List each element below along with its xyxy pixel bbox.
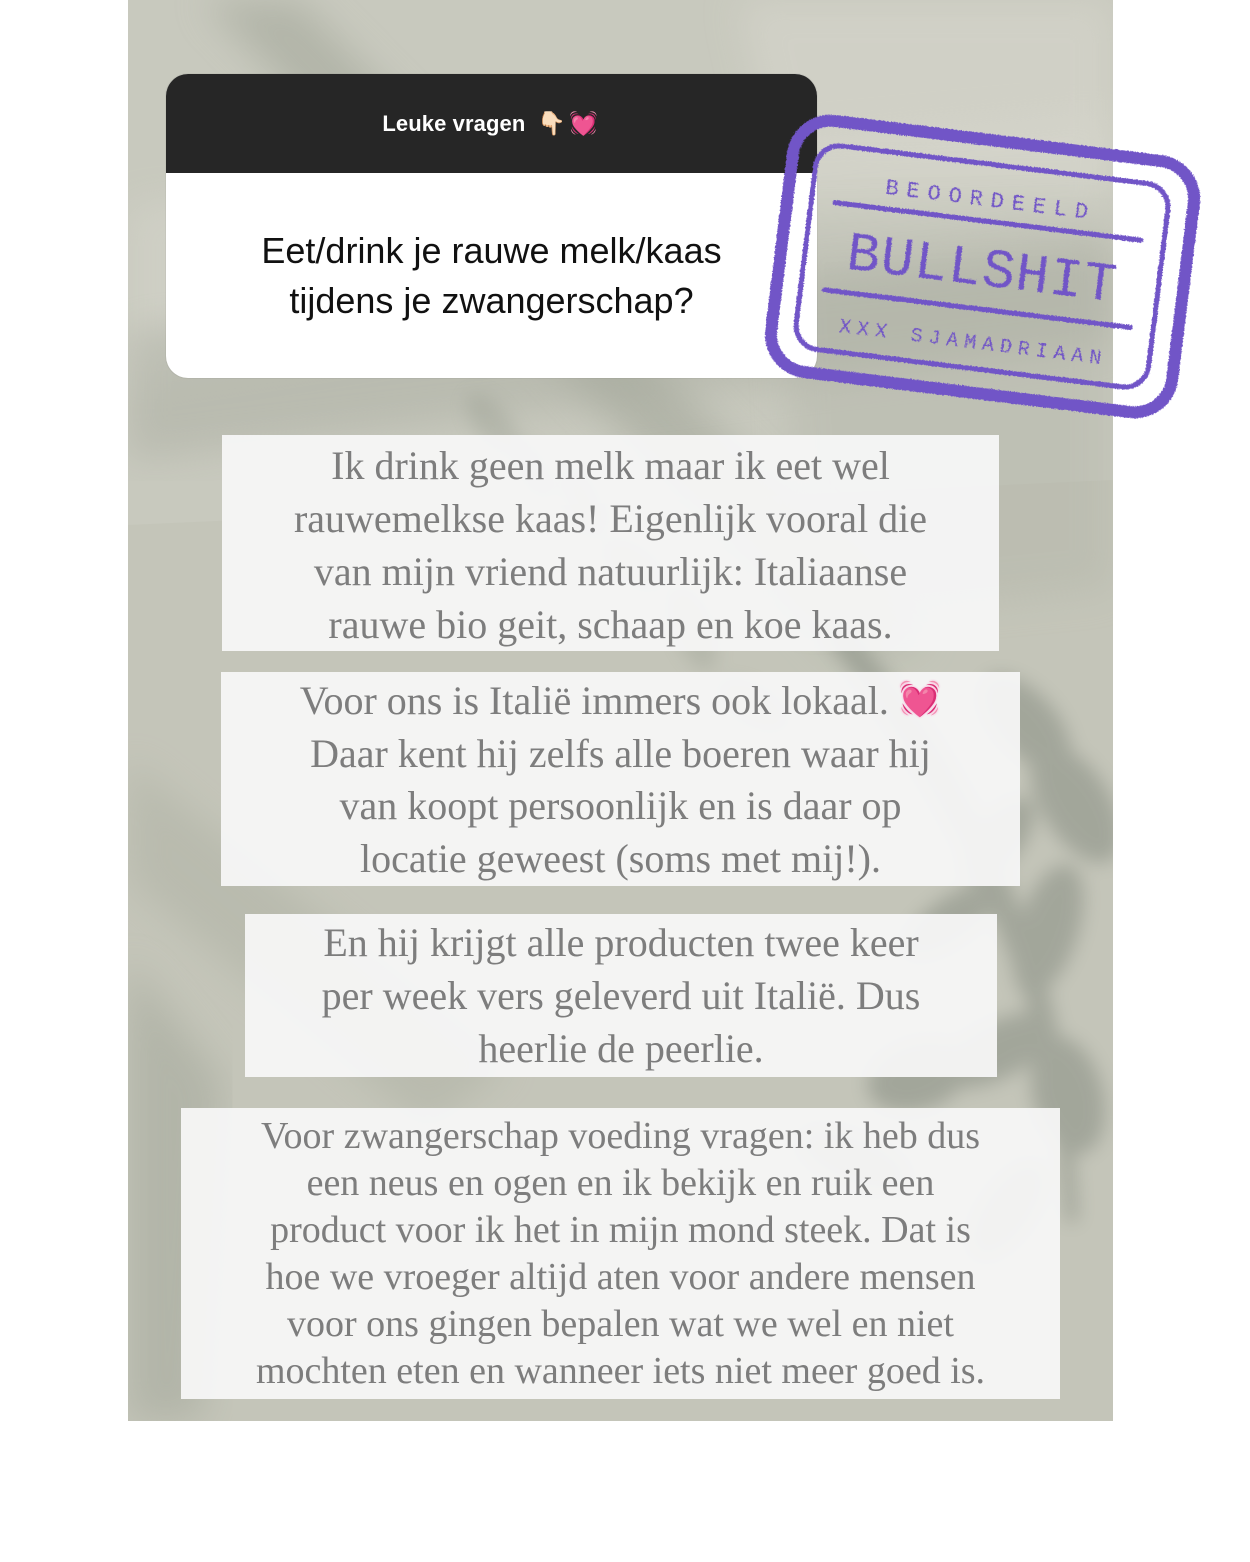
story-text-line: Daar kent hij zelfs alle boeren waar hij (310, 730, 931, 776)
story-text-line: rauwemelkse kaas! Eigenlijk vooral die (293, 496, 928, 541)
story-text-line-content: Voor ons is Italië immers ook lokaal. (299, 678, 889, 723)
story-text-block (181, 1108, 1060, 1399)
story-text-block (221, 672, 1020, 886)
story-text-line: hoe we vroeger altijd aten voor andere mensen (265, 1256, 976, 1298)
stamp-bottom-text: XXX SJAMADRIAAN (837, 316, 1109, 372)
question-sticker-title: Leuke vragen (382, 110, 526, 136)
question-line: tijdens je zwangerschap? (289, 279, 694, 321)
bullshit-stamp (765, 105, 1199, 437)
story-text-line: van koopt persoonlijk en is daar op (339, 783, 902, 828)
question-sticker-header (166, 74, 817, 173)
story-text-block (245, 914, 997, 1077)
question-line: Eet/drink je rauwe melk/kaas (261, 229, 722, 271)
story-text-line: per week vers geleverd uit Italië. Dus (321, 973, 921, 1018)
story-text-block (222, 435, 999, 651)
story-text-line: van mijn vriend natuurlijk: Italiaanse (313, 549, 908, 594)
story-text-line: voor ons gingen bepalen wat we wel en niet (287, 1303, 954, 1345)
story-text-line: een neus en ogen en ik bekijk en ruik een (306, 1162, 935, 1204)
stamp-top-text: BEOORDEELD (883, 175, 1098, 227)
story-text-line: En hij krijgt alle producten twee keer (323, 920, 919, 965)
story-text-line: heerlie de peerlie. (478, 1026, 764, 1071)
story-text-line: mochten eten en wanneer iets niet meer goed is. (255, 1350, 986, 1392)
story-text-line: product voor ik het in mijn mond steek. Dat is (270, 1209, 971, 1251)
story-text-line: Voor zwangerschap voeding vragen: ik heb dus (261, 1115, 980, 1157)
story-text-line (221, 675, 1020, 728)
story-text-line: rauwe bio geit, schaap en koe kaas. (328, 602, 893, 647)
question-text (166, 173, 817, 378)
pointing-heart-emoji-icon: 👇🏻💓 (537, 110, 601, 136)
story-text-line: Ik drink geen melk maar ik eet wel (331, 443, 890, 488)
heart-emoji-icon: 💓 (898, 679, 942, 719)
story-text-line: locatie geweest (soms met mij!). (360, 835, 881, 881)
stamp-main-text: BULLSHIT (843, 222, 1121, 319)
question-sticker (166, 74, 817, 378)
